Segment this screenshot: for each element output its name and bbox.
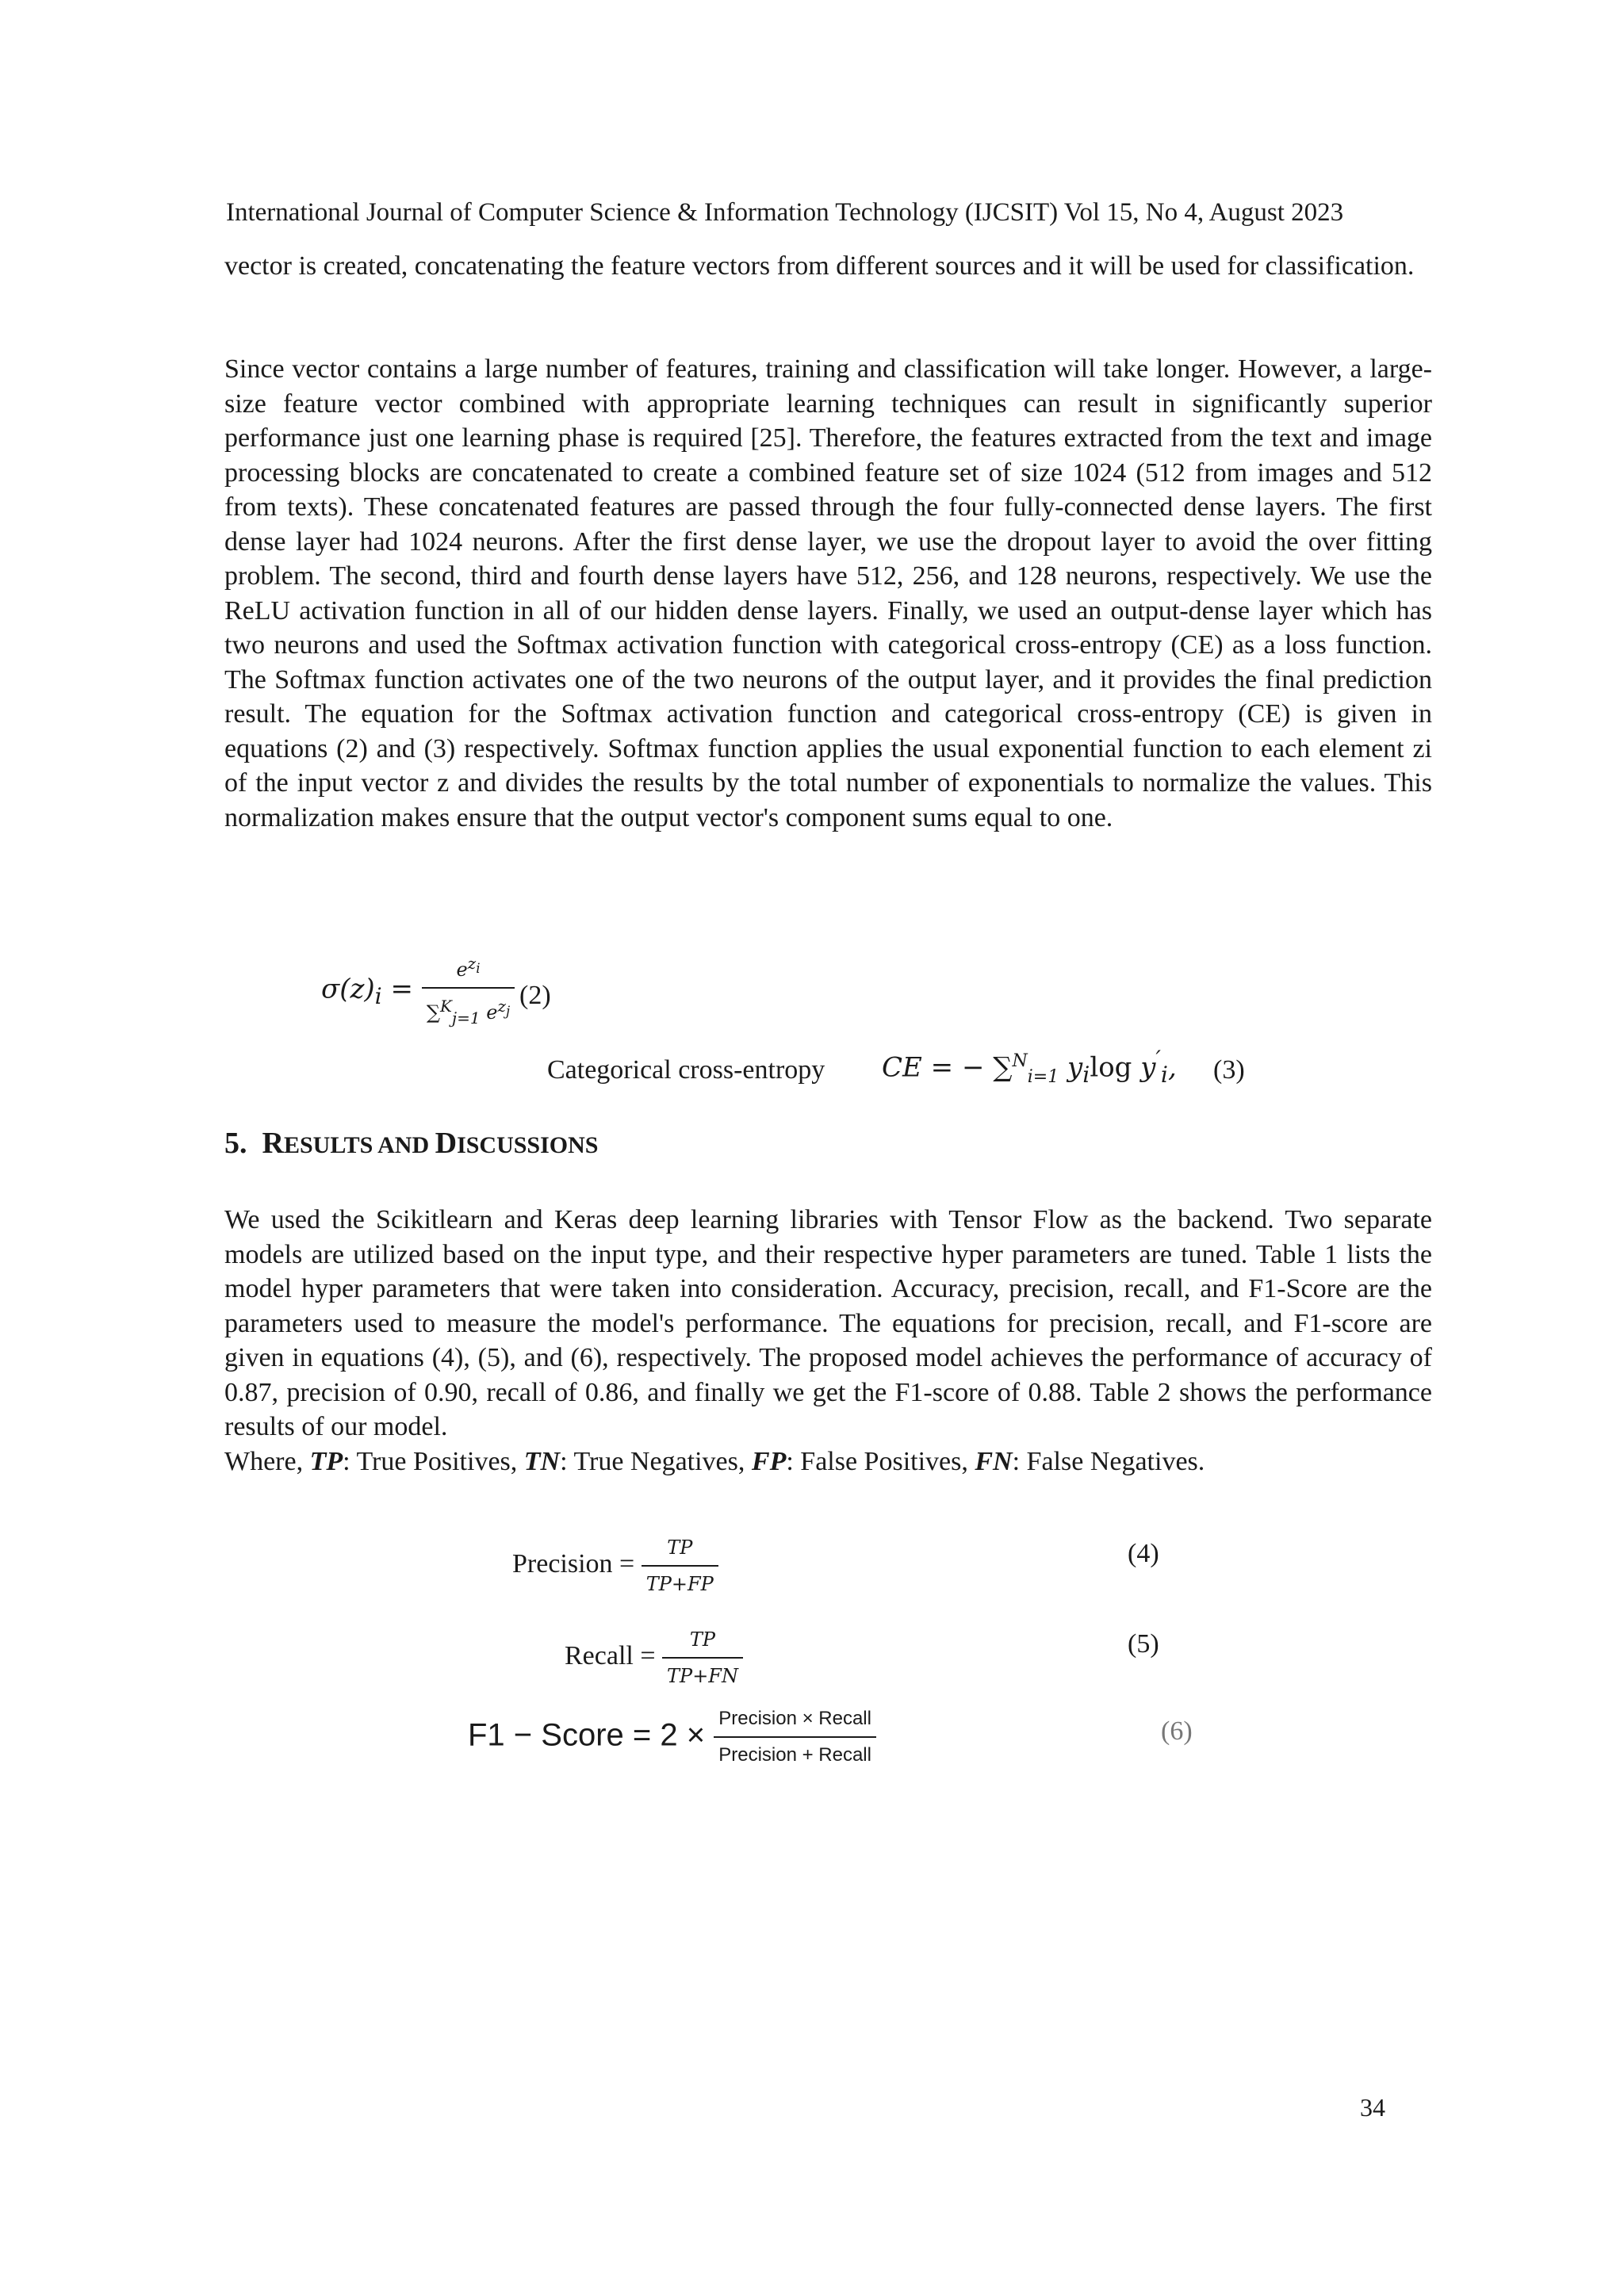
running-header: International Journal of Computer Science & Information Technology (IJCSIT) Vol 15, No 4, August 2023: [226, 198, 1344, 227]
equation-number-5: (5): [1128, 1629, 1159, 1659]
equation-cross-entropy: CE = − ∑$^N_{i=1}$ $y_i\log$ $y'_i$,: [882, 1046, 1177, 1089]
section-heading: 5. RESULTS AND DISCUSSIONS: [224, 1127, 599, 1160]
equation-softmax: $\sigma(z)_i$ = $\frac{e^{z_i}}{\sum^K_{j=1} e^{z_j}}$: [321, 947, 515, 1034]
paragraph-intro: vector is created, concatenating the feature vectors from different sources and it will be used for classification.: [224, 251, 1415, 281]
page-number: 34: [1360, 2093, 1385, 2122]
paragraph-results: We used the Scikitlearn and Keras deep learning libraries with Tensor Flow as the backend. Two separate models are utilized based on the input type, and their respective hyper parameters are tuned. Table 1 lists the model hyper parameters that were taken into consideration. Accuracy, precision, recall, and F1-Score are the parameters used to measure the model's performance. The equations for precision, recall, and F1-score are given in equations (4), (5), and (6), respectively. The proposed model achieves the performance of accuracy of 0.87, precision of 0.90, recall of 0.86, and finally we get the F1-score of 0.88. Table 2 shows the performance results of our model.: [224, 1205, 1432, 1441]
equation-number-6: (6): [1161, 1716, 1193, 1746]
paragraph-softmax: Since vector contains a large number of features, training and classification will take longer. However, a large-size feature vector combined with appropriate learning techniques can result in significantly superior performance just one learning phase is required [25]. Therefore, the features extracted from the text and image processing blocks are concatenated to create a combined feature set of size 1024 (512 from images and 512 from texts). These concatenated features are passed through the four fully-connected dense layers. The first dense layer had 1024 neurons. After the first dense layer, we use the dropout layer to avoid the over fitting problem. The second, third and fourth dense layers have 512, 256, and 128 neurons, respectively. We use the ReLU activation function in all of our hidden dense layers. Finally, we used an output-dense layer which has two neurons and used the Softmax activation function with categorical cross-entropy (CE) as a loss function. The Softmax function activates one of the two neurons of the output layer, and it provides the final prediction result. The equation for the Softmax activation function and categorical cross-entropy (CE) is given in equations (2) and (3) respectively. Softmax function applies the usual exponential function to each element zi of the input vector z and divides the results by the total number of exponentials to normalize the values. This normalization makes ensure that the output vector's component sums equal to one.: [224, 354, 1432, 832]
equation-number-4: (4): [1128, 1539, 1159, 1568]
equation-precision: Precision = $\frac{TP}{TP+FP}$: [512, 1532, 718, 1600]
equation-recall: Recall = $\frac{TP}{TP+FN}$: [565, 1624, 743, 1692]
equation-ce-label: Categorical cross-entropy: [547, 1055, 825, 1085]
paragraph-where: Where, TP: True Positives, TN: True Negatives, FP: False Positives, FN: False Negatives.: [224, 1447, 1205, 1476]
equation-number-3: (3): [1213, 1055, 1245, 1085]
equation-number-2: (2): [519, 981, 551, 1010]
equation-f1-score: F1 − Score = 2 × $\frac{\text{Precision × Recall}}{\text{Precision + Recall}}$: [468, 1703, 876, 1771]
